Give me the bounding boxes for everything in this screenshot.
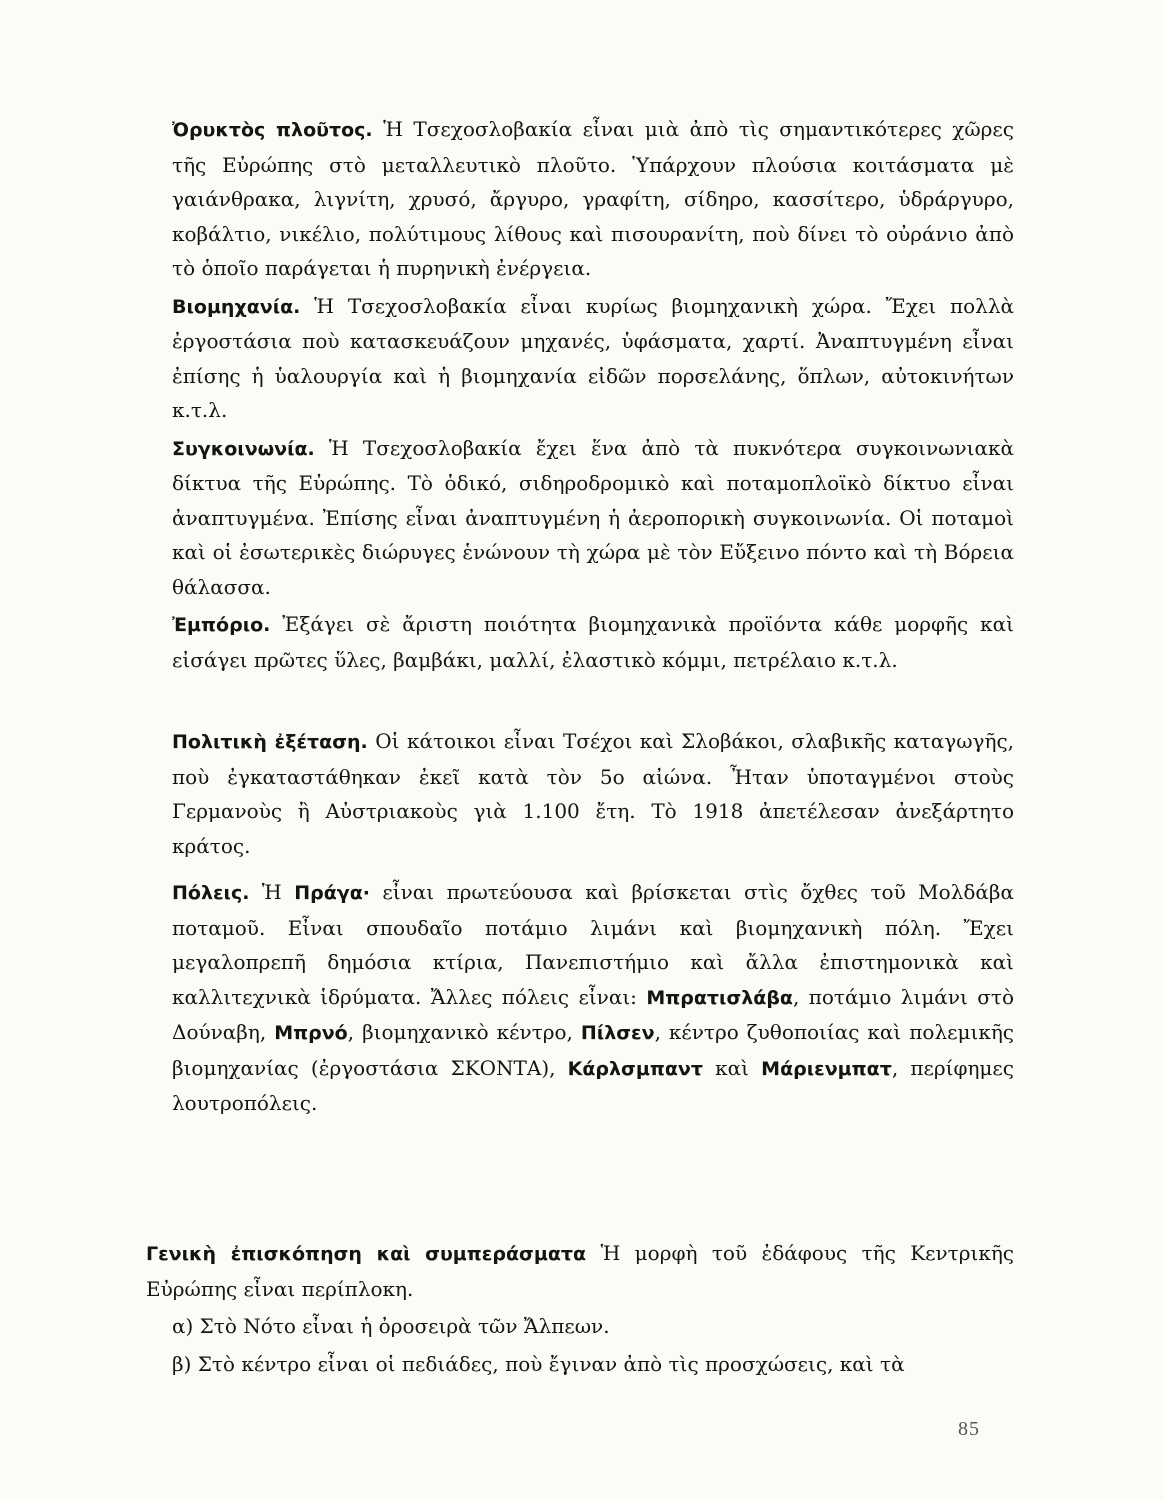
minerals-paragraph [172,112,1014,286]
summary-text: Ἡ μορφὴ τοῦ ἐδάφους τῆς Κεντρικῆς Εὐρώπης εἶναι περίπλοκη. [146,1241,1015,1301]
transport-heading: Συγκοινωνία. [172,437,315,460]
cities-text-6: καὶ [703,1055,762,1080]
industry-text: Ἡ Τσεχοσλοβακία εἶναι κυρίως βιομηχανικὴ χώρα. Ἔχει πολλὰ ἐργοστάσια ποὺ κατασκευάζουν μηχανές, ὑφάσματα, χαρτί. Ἀναπτυγμένη εἶναι ἐπίσης ἡ ὑαλουργία καὶ ἡ βιομηχανία εἰδῶν πορσελάνης, ὅπλων, αὐτοκινήτων κ.τ.λ. [172,293,1014,422]
minerals-heading: Ὀρυκτὸς πλοῦτος. [172,119,373,141]
city-brno: Μπρνό [274,1022,348,1044]
city-prague: Πράγα· [294,882,370,904]
politics-paragraph [172,724,1014,863]
city-marienbad: Μάριενμπατ [761,1057,892,1080]
politics-text: Οἱ κάτοικοι εἶναι Τσέχοι καὶ Σλοβάκοι, σλαβικῆς καταγωγῆς, ποὺ ἐγκαταστάθηκαν ἐκεῖ κατὰ τὸν 5ο αἰώνα. Ἦταν ὑποταγμένοι στοὺς Γερμανοὺς ἢ Αὐστριακοὺς γιὰ 1.100 ἔτη. Τὸ 1918 ἀπετέλεσαν ἀνεξάρτητο κράτος. [172,729,1015,858]
summary-paragraph [146,1236,1014,1306]
trade-text: Ἐξάγει σὲ ἄριστη ποιότητα βιομηχανικὰ προϊόντα κάθε μορφῆς καὶ εἰσάγει πρῶτες ὕλες, βαμβάκι, μαλλί, ἐλαστικὸ κόμμι, πετρέλαιο κ.τ.λ. [172,612,1014,672]
trade-paragraph [172,607,1014,677]
cities-paragraph [172,875,1014,1121]
economy-section [172,112,1014,677]
politics-heading: Πολιτικὴ ἐξέταση. [172,731,368,753]
trade-heading: Ἐμπόριο. [172,614,271,636]
city-karlsbad: Κάρλσμπαντ [567,1057,703,1080]
cities-text-1: Ἡ [249,880,295,904]
industry-heading: Βιομηχανία. [172,295,301,318]
summary-section [146,1236,1014,1381]
industry-paragraph [172,289,1014,428]
cities-heading: Πόλεις. [172,882,250,904]
city-pilsen: Πίλσεν [580,1022,655,1044]
summary-item-a: α) Στὸ Νότο εἶναι ἡ ὀροσειρὰ τῶν Ἄλπεων. [172,1314,610,1338]
cities-text-5: , κέντρο ζυθοποιίας καὶ πολεμικῆς βιομηχανίας (ἐργοστάσια ΣΚΟΝΤΑ), [172,1020,1014,1080]
page-number: 85 [958,1418,980,1440]
cities-text-3: , ποτάμιο λιμάνι στὸ Δούναβη, [172,984,1014,1044]
cities-section [172,875,1014,1121]
minerals-text: Ἡ Τσεχοσλοβακία εἶναι μιὰ ἀπὸ τὶς σημαντικότερες χῶρες τῆς Εὐρώπης στὸ μεταλλευτικὸ πλοῦτο. Ὑπάρχουν πλούσια κοιτάσματα μὲ γαιάνθρακα, λιγνίτη, χρυσό, ἄργυρο, γραφίτη, σίδηρο, κασσίτερο, ὑδράργυρο, κοβάλτιο, νικέλιο, πολύτιμους λίθους καὶ πισουρανίτη, ποὺ δίνει τὸ οὐράνιο ἀπὸ τὸ ὁποῖο παράγεται ἡ πυρηνικὴ ἐνέργεια. [172,117,1014,280]
cities-text-7: , περίφημες λουτροπόλεις. [172,1055,1014,1115]
summary-heading: Γενικὴ ἐπισκόπηση καὶ συμπεράσματα [146,1243,587,1265]
summary-item-b: β) Στὸ κέντρο εἶναι οἱ πεδιάδες, ποὺ ἔγιναν ἀπὸ τὶς προσχώσεις, καὶ τὰ [172,1351,905,1376]
politics-section [172,724,1014,863]
transport-text: Ἡ Τσεχοσλοβακία ἔχει ἕνα ἀπὸ τὰ πυκνότερα συγκοινωνιακὰ δίκτυα τῆς Εὐρώπης. Τὸ ὁδικό, σιδηροδρομικὸ καὶ ποταμοπλοϊκὸ δίκτυο εἶναι ἀναπτυγμένα. Ἐπίσης εἶναι ἀναπτυγμένη ἡ ἀεροπορικὴ συγκοινωνία. Οἱ ποταμοὶ καὶ οἱ ἐσωτερικὲς διώρυγες ἑνώνουν τὴ χώρα μὲ τὸν Εὔξεινο πόντο καὶ τὴ Βόρεια θάλασσα. [172,435,1014,599]
transport-paragraph [172,431,1014,605]
cities-text-2: εἶναι πρωτεύουσα καὶ βρίσκεται στὶς ὄχθες τοῦ Μολδάβα ποταμοῦ. Εἶναι σπουδαῖο ποτάμιο λιμάνι καὶ βιομηχανικὴ πόλη. Ἔχει μεγαλοπρεπῆ δημόσια κτίρια, Πανεπιστήμιο καὶ ἄλλα ἐπιστημονικὰ καὶ καλλιτεχνικὰ ἱδρύματα. Ἄλλες πόλεις εἶναι: [172,880,1014,1009]
cities-text-4: , βιομηχανικὸ κέντρο, [347,1020,581,1044]
city-bratislava: Μπρατισλάβα [646,986,793,1009]
